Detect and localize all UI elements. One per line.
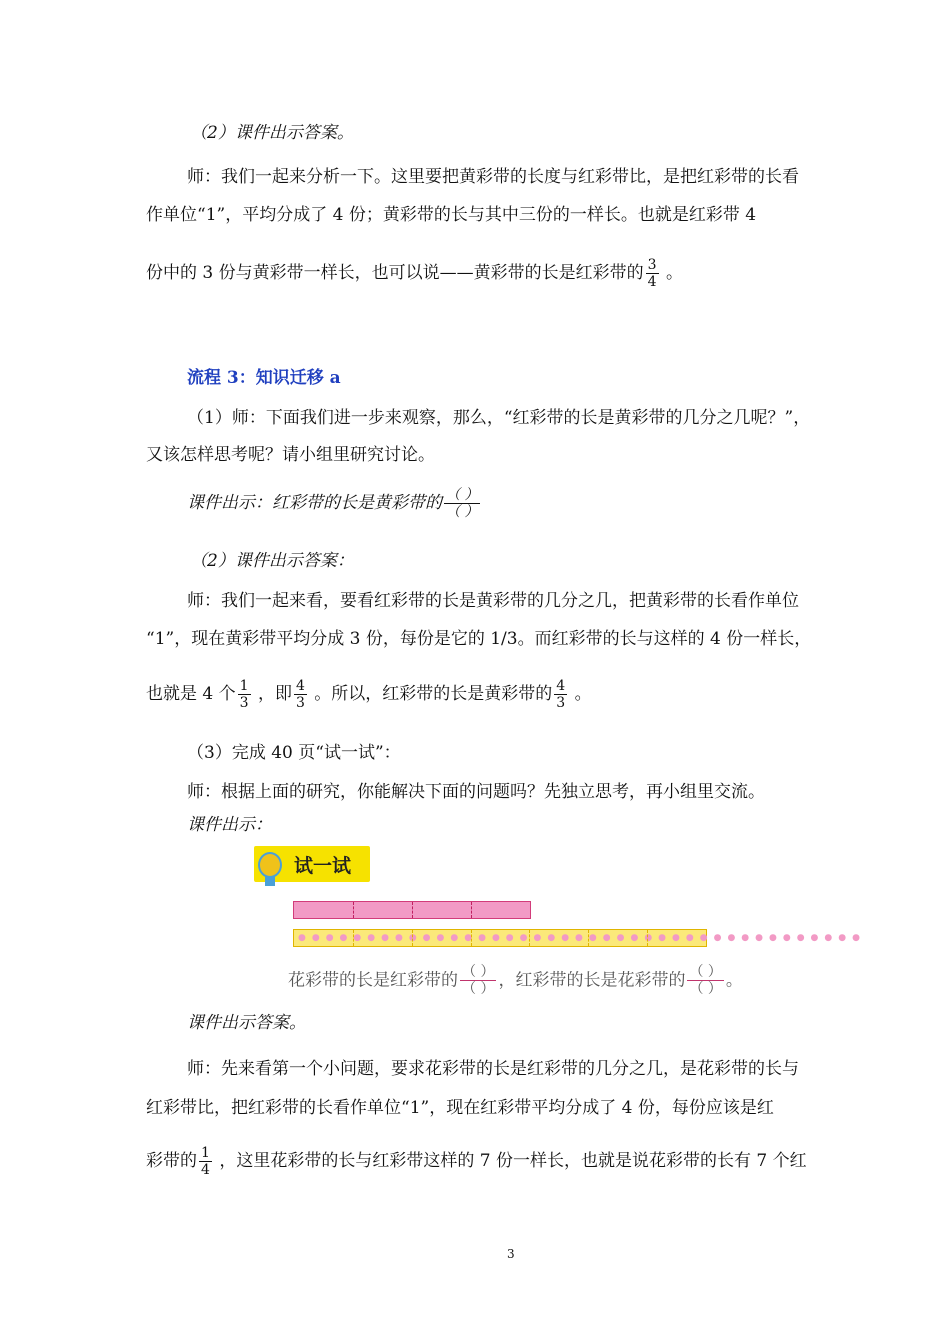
page-number: 3 — [507, 1247, 515, 1261]
fraction-blank — [444, 487, 480, 520]
try-it-badge — [254, 846, 370, 882]
figure-fraction-blank-1 — [460, 964, 496, 997]
fraction-denominator: 4 — [647, 274, 657, 290]
line-17: 红彩带比，把红彩带的长看作单位“1”，现在红彩带平均分成了 4 份，每份应该是红 — [146, 1098, 774, 1118]
line-11-b: ，即 — [257, 684, 292, 704]
line-18 — [146, 1145, 807, 1178]
fraction-denominator: 3 — [295, 695, 305, 711]
fraction-denominator: （ ） — [446, 504, 479, 520]
figure-text-3: 。 — [725, 970, 743, 991]
flower-ribbon-divider — [353, 930, 354, 946]
section-heading: 流程 3：知识迁移 a — [187, 368, 341, 388]
line-4-text: 份中的 3 份与黄彩带一样长，也可以说——黄彩带的长是红彩带的 — [146, 263, 644, 283]
line-11-a: 也就是 4 个 — [146, 684, 236, 704]
red-ribbon-divider — [412, 902, 413, 918]
fraction-denominator: （ ） — [462, 981, 495, 997]
line-12: （3）完成 40 页“试一试”： — [187, 743, 401, 763]
line-2: 师：我们一起来分析一下。这里要把黄彩带的长度与红彩带比，是把红彩带的长看 — [187, 167, 799, 187]
line-18-a: 彩带的 — [146, 1151, 197, 1171]
fraction-numerator: 3 — [647, 257, 657, 273]
fraction-numerator: （ ） — [462, 964, 495, 980]
fraction-numerator: 4 — [295, 678, 305, 694]
fraction-denominator: 3 — [239, 695, 249, 711]
red-ribbon-divider — [353, 902, 354, 918]
try-it-label: 试一试 — [294, 855, 352, 877]
line-15: 课件出示答案。 — [187, 1013, 306, 1033]
line-18-b: ，这里花彩带的长与红彩带这样的 7 份一样长，也就是说花彩带的长有 7 个红 — [219, 1151, 807, 1171]
fraction-4-3 — [294, 678, 307, 711]
fraction-denominator: 4 — [201, 1162, 210, 1178]
fraction-numerator: 1 — [201, 1145, 210, 1161]
fraction-denominator: （ ） — [689, 981, 722, 997]
line-5: （1）师：下面我们进一步来观察，那么，“红彩带的长是黄彩带的几分之几呢？”， — [187, 408, 811, 428]
flower-ribbon-divider — [647, 930, 648, 946]
line-4 — [146, 257, 683, 290]
figure-question — [288, 964, 743, 997]
flower-ribbon — [293, 929, 866, 947]
fraction-3-4 — [646, 257, 659, 290]
fraction-numerator: （ ） — [689, 964, 722, 980]
red-ribbon-divider — [471, 902, 472, 918]
lightbulb-icon — [258, 852, 282, 878]
flower-ribbon-divider — [529, 930, 530, 946]
fraction-numerator: （ ） — [446, 487, 479, 503]
line-4-end: 。 — [665, 263, 683, 283]
line-1: （2）课件出示答案。 — [190, 123, 354, 143]
line-11-d: 。 — [574, 684, 592, 704]
try-it-figure — [254, 840, 866, 1010]
figure-text-1: 花彩带的长是红彩带的 — [288, 970, 458, 991]
line-6: 又该怎样思考呢？请小组里研究讨论。 — [146, 445, 435, 465]
line-3: 作单位“1”，平均分成了 4 份；黄彩带的长与其中三份的一样长。也就是红彩带 4 — [146, 205, 757, 225]
line-16: 师：先来看第一个小问题，要求花彩带的长是红彩带的几分之几，是花彩带的长与 — [187, 1059, 799, 1079]
red-ribbon — [293, 901, 531, 919]
flower-ribbon-divider — [412, 930, 413, 946]
line-13: 师：根据上面的研究，你能解决下面的问题吗？先独立思考，再小组里交流。 — [187, 782, 765, 802]
figure-text-2: ，红彩带的长是花彩带的 — [498, 970, 686, 991]
flower-pattern: ●●●●●●●●●●●●●●●●●●●●●●●●●●●●●●●●●●●●●●●●● — [298, 933, 866, 943]
fraction-1-4 — [199, 1145, 212, 1178]
fraction-1-3 — [238, 678, 251, 711]
line-9: 师：我们一起来看，要看红彩带的长是黄彩带的几分之几，把黄彩带的长看作单位 — [187, 591, 799, 611]
line-11-c: 。所以，红彩带的长是黄彩带的 — [314, 684, 553, 704]
fraction-denominator: 3 — [556, 695, 566, 711]
line-10: “1”，现在黄彩带平均分成 3 份，每份是它的 1/3。而红彩带的长与这样的 4 份一样长， — [146, 629, 812, 649]
line-7-text: 课件出示：红彩带的长是黄彩带的 — [187, 493, 442, 513]
flower-ribbon-divider — [588, 930, 589, 946]
fraction-numerator: 4 — [556, 678, 566, 694]
lightbulb-base-icon — [265, 876, 275, 886]
line-7 — [187, 487, 482, 520]
flower-ribbon-divider — [471, 930, 472, 946]
line-8: （2）课件出示答案： — [190, 551, 354, 571]
line-14: 课件出示： — [187, 815, 272, 835]
line-11 — [146, 678, 592, 711]
fraction-numerator: 1 — [239, 678, 249, 694]
figure-fraction-blank-2 — [687, 964, 723, 997]
fraction-4-3-result — [554, 678, 567, 711]
